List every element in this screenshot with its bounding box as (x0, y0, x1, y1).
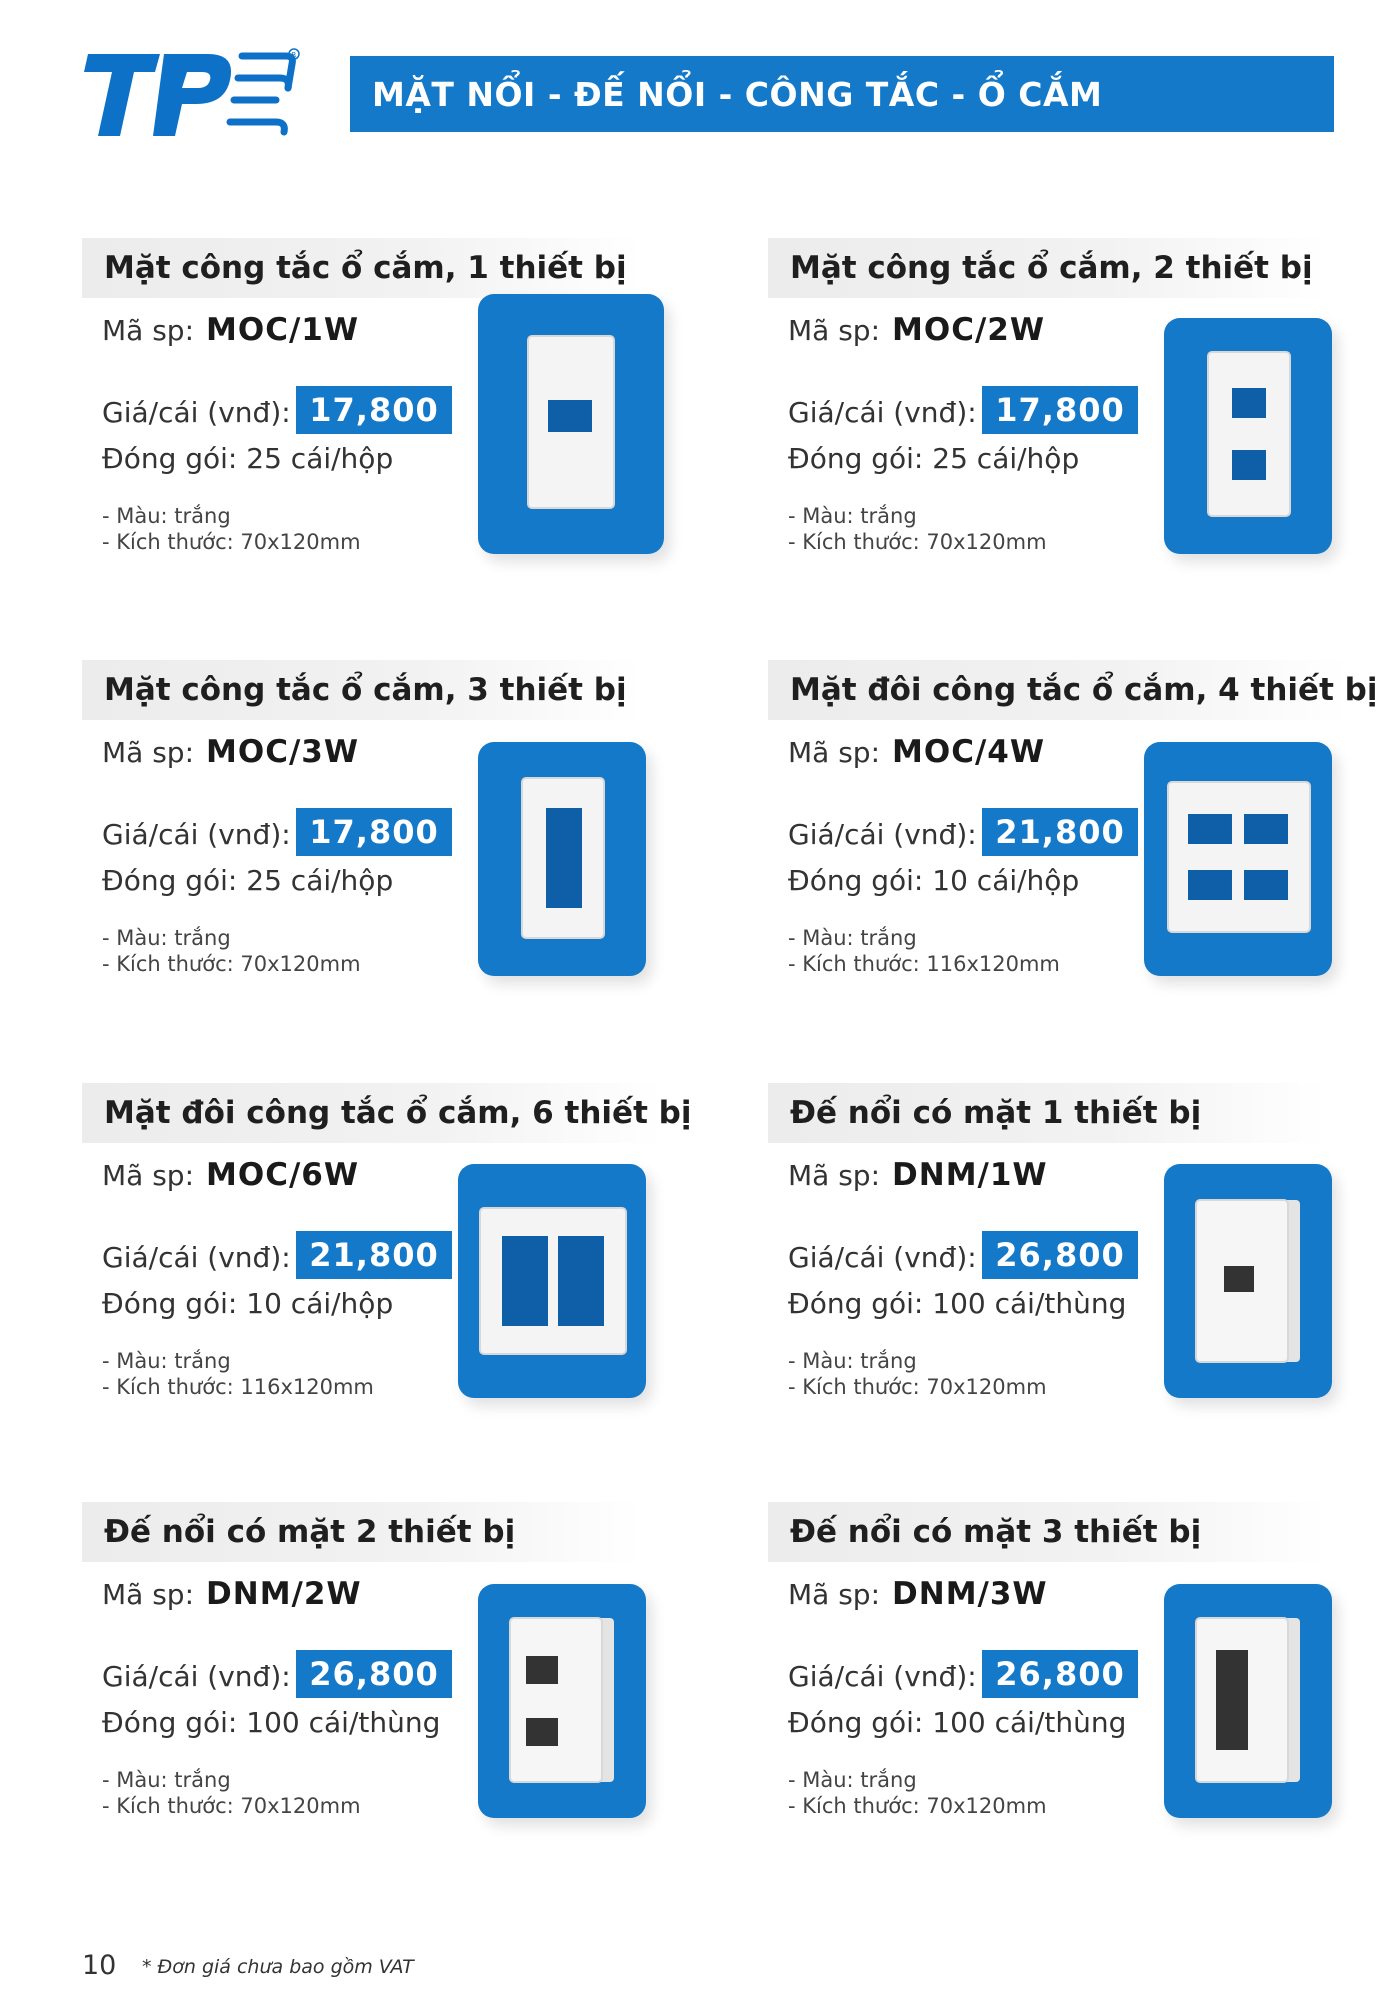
size-info: - Kích thước: 70x120mm (788, 530, 1047, 554)
size-info: - Kích thước: 116x120mm (788, 952, 1060, 976)
product-image-dnm-1w (1164, 1164, 1332, 1398)
price-badge: 21,800 (982, 808, 1138, 856)
product-title: Mặt công tắc ổ cắm, 2 thiết bị (768, 238, 1328, 298)
price-badge: 26,800 (982, 1231, 1138, 1279)
product-code: Mã sp: DNM/2W (102, 1576, 362, 1612)
price-badge: 17,800 (982, 386, 1138, 434)
product-code: Mã sp: MOC/6W (102, 1157, 360, 1193)
page-number: 10 (82, 1950, 117, 1981)
packing-info: Đóng gói: 10 cái/hộp (102, 1287, 394, 1320)
size-info: - Kích thước: 116x120mm (102, 1375, 374, 1399)
product-image-moc-4w (1144, 742, 1332, 976)
color-info: - Màu: trắng (788, 504, 917, 528)
price-label: Giá/cái (vnđ): (788, 396, 977, 429)
product-image-dnm-2w (478, 1584, 646, 1818)
size-info: - Kích thước: 70x120mm (788, 1375, 1047, 1399)
price-label: Giá/cái (vnđ): (788, 1241, 977, 1274)
color-info: - Màu: trắng (788, 1349, 917, 1373)
price-label: Giá/cái (vnđ): (102, 1241, 291, 1274)
size-info: - Kích thước: 70x120mm (102, 1794, 361, 1818)
product-image-moc-2w (1164, 318, 1332, 554)
product-code: Mã sp: MOC/4W (788, 734, 1046, 770)
product-title: Đế nổi có mặt 3 thiết bị (768, 1502, 1328, 1562)
price-label: Giá/cái (vnđ): (788, 1660, 977, 1693)
product-image-dnm-3w (1164, 1584, 1332, 1818)
price-label: Giá/cái (vnđ): (102, 818, 291, 851)
color-info: - Màu: trắng (102, 926, 231, 950)
size-info: - Kích thước: 70x120mm (102, 530, 361, 554)
size-info: - Kích thước: 70x120mm (102, 952, 361, 976)
product-title: Mặt đôi công tắc ổ cắm, 4 thiết bị (768, 660, 1348, 720)
tpe-logo (80, 48, 300, 144)
svg-text:R: R (291, 51, 297, 59)
price-badge: 26,800 (296, 1650, 452, 1698)
product-title: Mặt công tắc ổ cắm, 1 thiết bị (82, 238, 642, 298)
price-badge: 17,800 (296, 808, 452, 856)
color-info: - Màu: trắng (102, 1768, 231, 1792)
product-image-moc-6w (458, 1164, 646, 1398)
packing-info: Đóng gói: 25 cái/hộp (102, 442, 394, 475)
product-code: Mã sp: DNM/3W (788, 1576, 1048, 1612)
price-badge: 17,800 (296, 386, 452, 434)
product-title: Đế nổi có mặt 2 thiết bị (82, 1502, 642, 1562)
price-badge: 26,800 (982, 1650, 1138, 1698)
packing-info: Đóng gói: 10 cái/hộp (788, 864, 1080, 897)
price-badge: 21,800 (296, 1231, 452, 1279)
product-title: Đế nổi có mặt 1 thiết bị (768, 1083, 1328, 1143)
packing-info: Đóng gói: 100 cái/thùng (788, 1706, 1127, 1739)
product-image-moc-3w (478, 742, 646, 976)
packing-info: Đóng gói: 100 cái/thùng (788, 1287, 1127, 1320)
color-info: - Màu: trắng (788, 926, 917, 950)
product-code: Mã sp: MOC/3W (102, 734, 360, 770)
price-label: Giá/cái (vnđ): (102, 1660, 291, 1693)
product-code: Mã sp: MOC/2W (788, 312, 1046, 348)
price-label: Giá/cái (vnđ): (788, 818, 977, 851)
product-code: Mã sp: MOC/1W (102, 312, 360, 348)
price-label: Giá/cái (vnđ): (102, 396, 291, 429)
color-info: - Màu: trắng (788, 1768, 917, 1792)
vat-footnote: * Đơn giá chưa bao gồm VAT (142, 1956, 414, 1978)
color-info: - Màu: trắng (102, 1349, 231, 1373)
product-title: Mặt đôi công tắc ổ cắm, 6 thiết bị (82, 1083, 662, 1143)
product-code: Mã sp: DNM/1W (788, 1157, 1048, 1193)
size-info: - Kích thước: 70x120mm (788, 1794, 1047, 1818)
product-title: Mặt công tắc ổ cắm, 3 thiết bị (82, 660, 642, 720)
page-header-title: MẶT NỔI - ĐẾ NỔI - CÔNG TẮC - Ổ CẮM (350, 56, 1334, 132)
packing-info: Đóng gói: 100 cái/thùng (102, 1706, 441, 1739)
color-info: - Màu: trắng (102, 504, 231, 528)
product-image-moc-1w (478, 294, 664, 554)
packing-info: Đóng gói: 25 cái/hộp (102, 864, 394, 897)
packing-info: Đóng gói: 25 cái/hộp (788, 442, 1080, 475)
